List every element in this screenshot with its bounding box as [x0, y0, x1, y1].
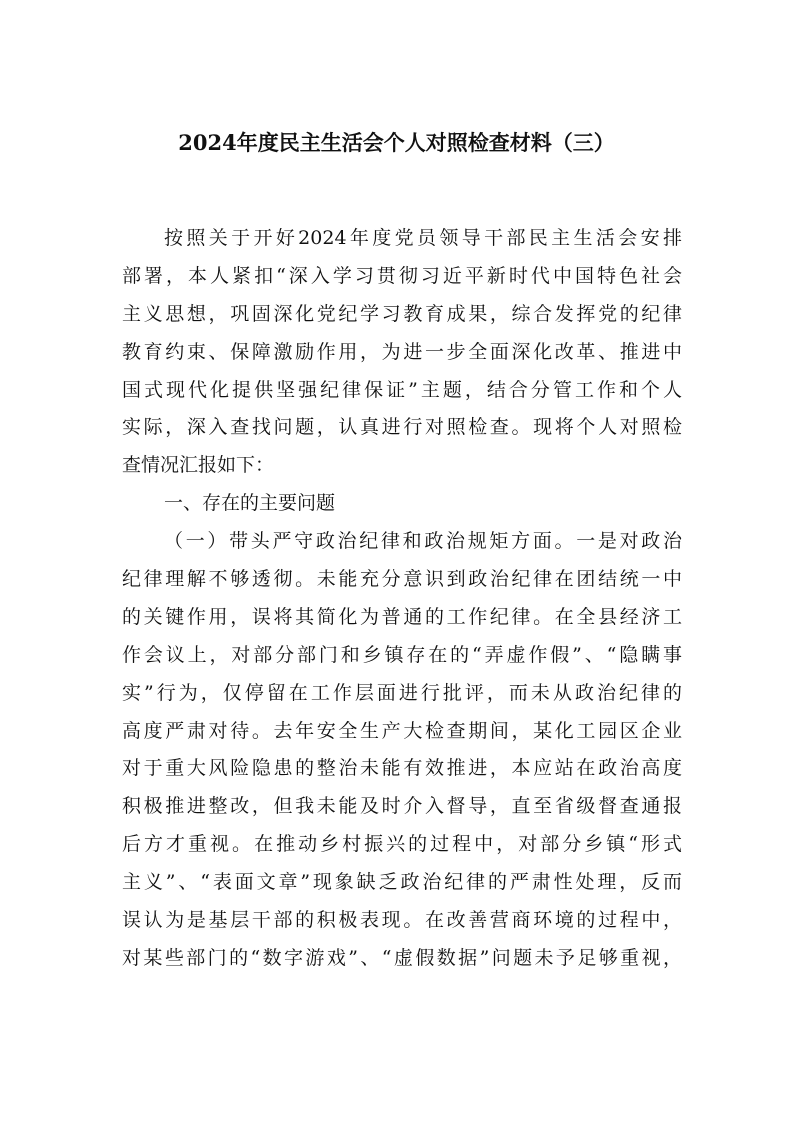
body-line: 后方才重视。在推动乡村振兴的过程中，对部分乡镇“形式	[122, 833, 682, 856]
body-line: 主义”、“表面文章”现象缺乏政治纪律的严肃性处理，反而	[122, 871, 682, 894]
document-body	[122, 220, 682, 978]
body-line: 主义思想，巩固深化党纪学习教育成果，综合发挥党的纪律	[122, 302, 682, 325]
body-line: 教育约束、保障激励作用，为进一步全面深化改革、推进中	[122, 340, 682, 363]
body-line: 的关键作用，误将其简化为普通的工作纪律。在全县经济工	[122, 605, 682, 628]
body-line: 积极推进整改，但我未能及时介入督导，直至省级督查通报	[122, 795, 682, 818]
body-line: 实”行为，仅停留在工作层面进行批评，而未从政治纪律的	[122, 681, 682, 704]
body-line: 实际，深入查找问题，认真进行对照检查。现将个人对照检	[122, 416, 682, 439]
body-line: 按照关于开好2024年度党员领导干部民主生活会安排	[164, 227, 682, 249]
body-line: 纪律理解不够透彻。未能充分意识到政治纪律在团结统一中	[122, 568, 682, 591]
body-line: 对某些部门的“数字游戏”、“虚假数据”问题未予足够重视，	[122, 946, 682, 969]
body-line: 部署，本人紧扣“深入学习贯彻习近平新时代中国特色社会	[122, 264, 682, 287]
body-line: 误认为是基层干部的积极表现。在改善营商环境的过程中，	[122, 909, 682, 932]
body-line: 国式现代化提供坚强纪律保证”主题，结合分管工作和个人	[122, 378, 682, 401]
body-line: 作会议上，对部分部门和乡镇存在的“弄虚作假”、“隐瞒事	[122, 643, 682, 666]
document-title: 2024年度民主生活会个人对照检查材料（三）	[178, 130, 615, 155]
body-line: 一、存在的主要问题	[164, 492, 336, 515]
body-line: （一）带头严守政治纪律和政治规矩方面。一是对政治	[164, 530, 682, 553]
body-line: 查情况汇报如下：	[122, 454, 275, 477]
body-line: 对于重大风险隐患的整治未能有效推进，本应站在政治高度	[122, 757, 682, 780]
body-line: 高度严肃对待。去年安全生产大检查期间，某化工园区企业	[122, 719, 682, 742]
